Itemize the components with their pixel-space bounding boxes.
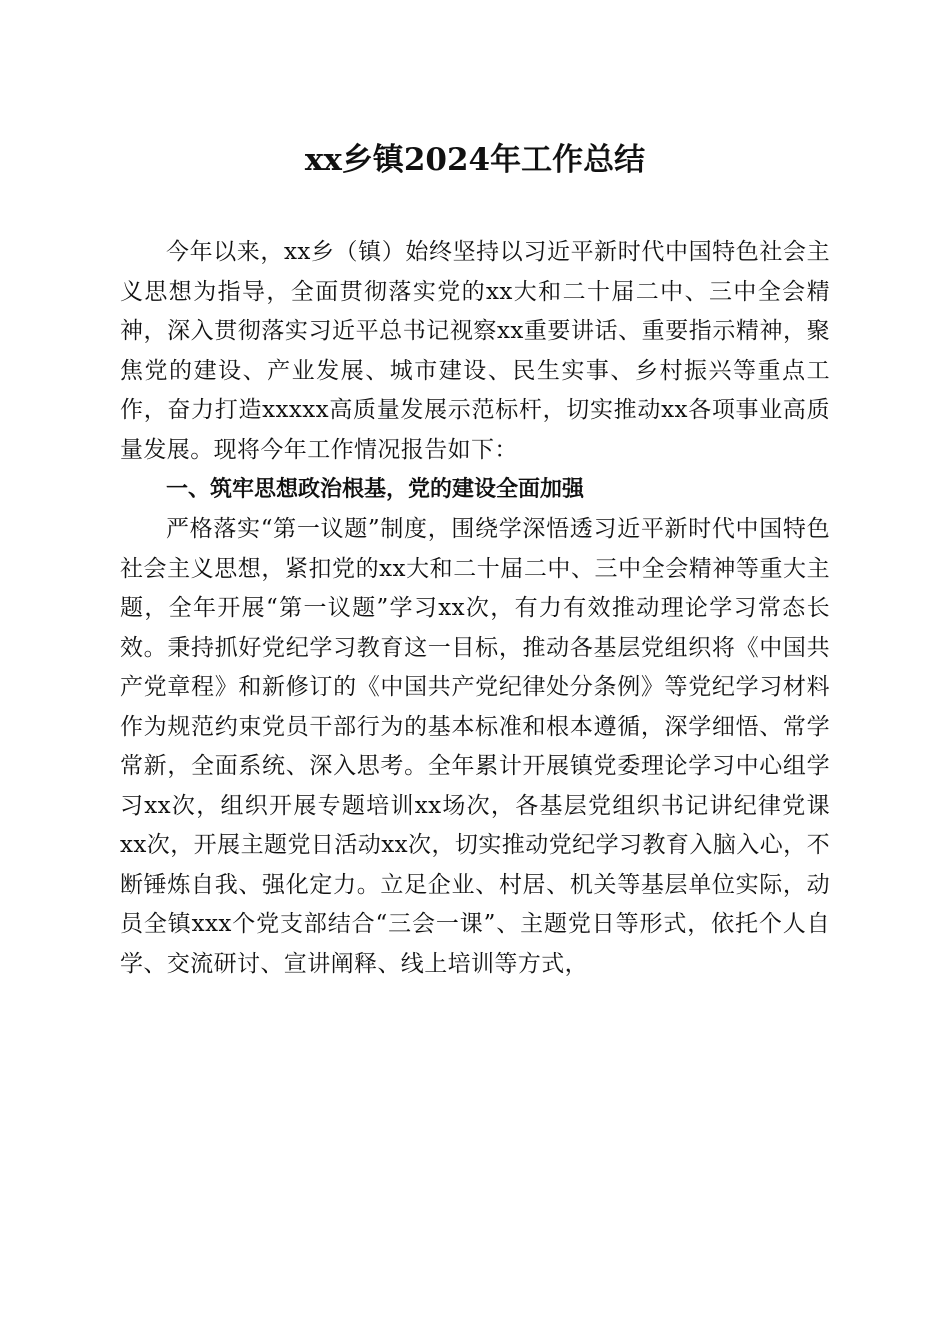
document-body [120, 233, 830, 984]
section-1-paragraph: 严格落实“第一议题”制度，围绕学深悟透习近平新时代中国特色社会主义思想，紧扣党的xx大和二十届二中、三中全会精神等重大主题，全年开展“第一议题”学习xx次，有力有效推动理论学习常态长效。秉持抓好党纪学习教育这一目标，推动各基层党组织将《中国共产党章程》和新修订的《中国共产党纪律处分条例》等党纪学习材料作为规范约束党员干部行为的基本标准和根本遵循，深学细悟、常学常新，全面系统、深入思考。全年累计开展镇党委理论学习中心组学习xx次，组织开展专题培训xx场次，各基层党组织书记讲纪律党课xx次，开展主题党日活动xx次，切实推动党纪学习教育入脑入心，不断锤炼自我、强化定力。立足企业、村居、机关等基层单位实际，动员全镇xxx个党支部结合“三会一课”、主题党日等形式，依托个人自学、交流研讨、宣讲阐释、线上培训等方式， [120, 516, 830, 977]
document-title: xx乡镇2024年工作总结 [304, 142, 646, 178]
intro-paragraph: 今年以来，xx乡（镇）始终坚持以习近平新时代中国特色社会主义思想为指导，全面贯彻落实党的xx大和二十届二中、三中全会精神，深入贯彻落实习近平总书记视察xx重要讲话、重要指示精神，聚焦党的建设、产业发展、城市建设、民生实事、乡村振兴等重点工作，奋力打造xxxxx高质量发展示范标杆，切实推动xx各项事业高质量发展。现将今年工作情况报告如下： [120, 239, 830, 463]
section-heading-1: 一、筑牢思想政治根基，党的建设全面加强 [166, 477, 585, 502]
